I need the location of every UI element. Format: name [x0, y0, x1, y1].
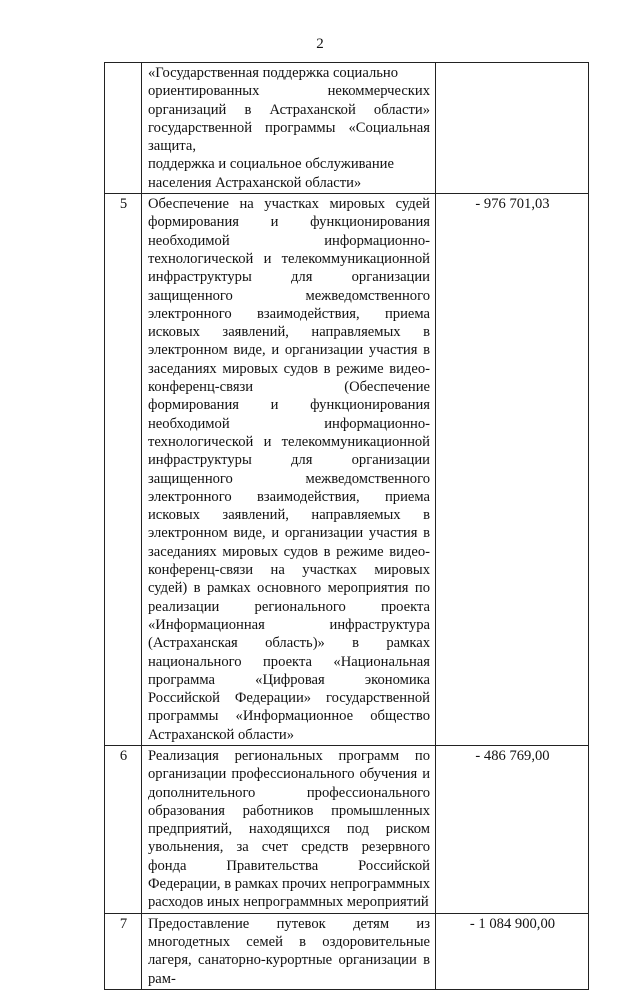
table-row [105, 194, 589, 746]
description-line: ориентированных некоммерческих организаций в Астраханской области» государственной программы «Социальная защита, [148, 83, 430, 155]
table-row [105, 63, 589, 194]
row-description [142, 63, 436, 194]
description-line: поддержка и социальное обслуживание населения Астраханской области» [148, 156, 394, 191]
row-number: 5 [105, 194, 142, 746]
description-text: Обеспечение на участках мировых судей формирования и функционирования необходимой информационно-технологической и телекоммуникационной инфраструктуры для организации защищенного межведомственного электронного взаимодействия, приема исковых заявлений, направляемых в электронном виде, и организации участия в заседаниях мировых судов в режиме видео-конференц-связи (Обеспечение формирования и функционирования необходимой информационно-технологической и телекоммуникационной инфраструктуры для организации защищенного межведомственного электронного взаимодействия, приема исковых заявлений, направляемых в электронном виде, и организации участия в заседаниях мировых судов в режиме видео-конференц-связи на участках мировых судей) в рамках основного мероприятия по реализации регионального проекта «Информационная инфраструктура (Астраханская область)» в рамках национального проекта «Национальная программа «Цифровая экономика Российской Федерации» государственной программы «Информационное общество Астраханской области» [148, 196, 430, 743]
description-text: Предоставление путевок детям из многодетных семей в оздоровительные лагеря, санаторно-курортные организации в рам- [148, 915, 430, 987]
table-row [105, 913, 589, 989]
row-number: 6 [105, 745, 142, 913]
row-amount: - 486 769,00 [436, 745, 589, 913]
page-number: 2 [316, 36, 324, 52]
row-amount [436, 63, 589, 194]
row-description [142, 745, 436, 913]
row-amount: - 1 084 900,00 [436, 913, 589, 989]
table-row [105, 745, 589, 913]
row-description [142, 913, 436, 989]
row-number: 7 [105, 913, 142, 989]
row-amount: - 976 701,03 [436, 194, 589, 746]
budget-table [104, 62, 589, 990]
row-number [105, 63, 142, 194]
row-description [142, 194, 436, 746]
description-text: Реализация региональных программ по организации профессионального обучения и дополнительного профессионального образования работников промышленных предприятий, находящихся под риском увольнения, за счет средств резервного фонда Правительства Российской Федерации, в рамках прочих непрограммных расходов иных непрограммных мероприятий [148, 747, 431, 911]
description-line: «Государственная поддержка социально [148, 65, 399, 81]
